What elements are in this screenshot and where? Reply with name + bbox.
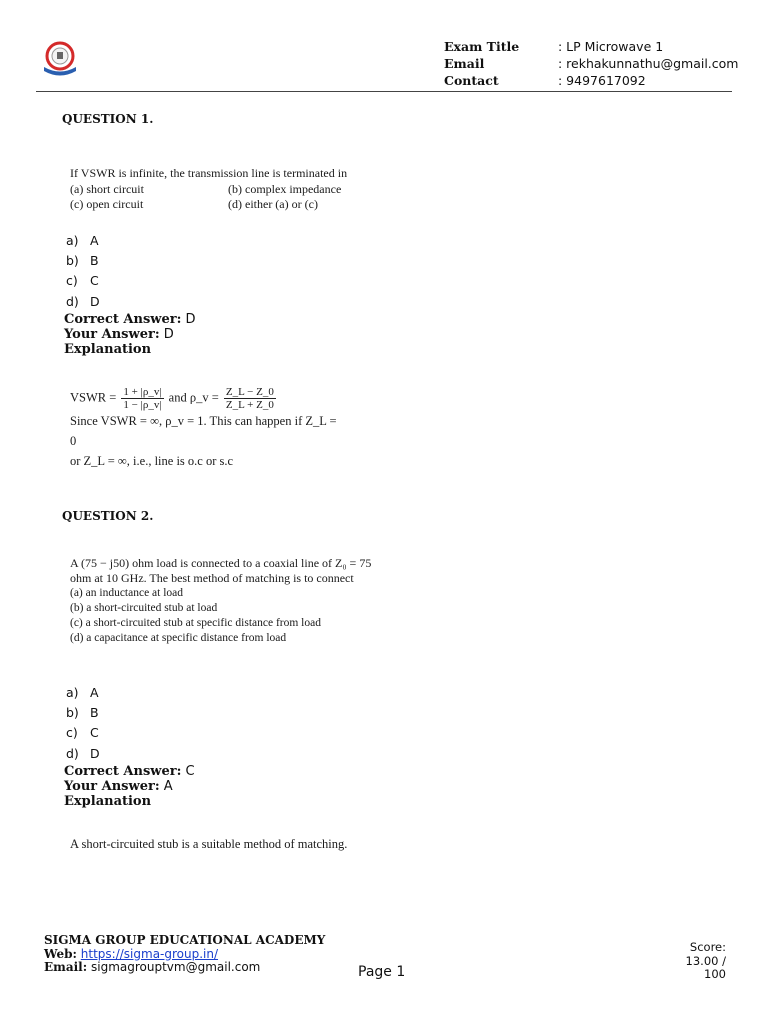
question-1-answers (64, 312, 196, 357)
footer-email-label: Email: (44, 960, 88, 974)
your-answer-label: Your Answer: (64, 779, 160, 794)
explanation-text: A short-circuited stub is a suitable method of matching. (70, 837, 348, 851)
option-label: D (90, 745, 100, 761)
correct-answer-label: Correct Answer: (64, 764, 182, 779)
option-label: A (90, 685, 99, 700)
score-box (686, 941, 726, 982)
correct-answer-label: Correct Answer: (64, 312, 182, 327)
option-letter: d) (66, 745, 79, 761)
question-1-choice-a: (a) short circuit (70, 181, 144, 196)
header-divider (36, 91, 732, 92)
exam-title-value: : LP Microwave 1 (558, 39, 664, 54)
question-2-choice-c: (c) a short-circuited stub at specific distance from load (70, 617, 321, 629)
option-label: C (90, 725, 99, 741)
option-row (66, 744, 100, 764)
explanation-label: Explanation (64, 342, 152, 357)
option-row (66, 723, 100, 743)
option-letter: c) (66, 273, 78, 289)
exam-title-label: Exam Title (444, 39, 520, 54)
your-answer (64, 779, 195, 794)
correct-answer (64, 764, 195, 779)
option-row (66, 292, 100, 312)
email-value: : rekhakunnathu@gmail.com (558, 56, 739, 71)
your-answer-value: D (163, 327, 174, 342)
rho-label: and ρ_v = (168, 390, 219, 405)
question-2-stem: A (75 − j50) ohm load is connected to a coaxial line of Z₀ = 75 ohm at 10 GHz. The best method of matching is to connect (70, 556, 372, 585)
footer-email-value: sigmagrouptvm@gmail.com (91, 960, 261, 974)
email-label: Email (444, 56, 485, 71)
explanation-label: Explanation (64, 794, 152, 809)
option-row (66, 703, 100, 723)
option-row (66, 683, 100, 703)
question-1-heading: QUESTION 1. (62, 112, 154, 126)
footer-web (44, 948, 325, 962)
option-letter: a) (66, 685, 79, 700)
correct-answer-value: C (185, 764, 195, 779)
question-2-choice-a: (a) an inductance at load (70, 587, 184, 599)
contact-label: Contact (444, 73, 499, 88)
option-row (66, 231, 100, 251)
exam-meta (444, 38, 738, 89)
question-2-choice-b: (b) a short-circuited stub at load (70, 602, 218, 614)
option-letter: b) (66, 253, 79, 269)
footer-email (44, 961, 325, 975)
option-letter: a) (66, 233, 79, 248)
question-2-image (70, 556, 380, 646)
vswr-fraction (121, 386, 163, 411)
your-answer-label: Your Answer: (64, 327, 160, 342)
explanation-formula (70, 386, 340, 411)
question-2-explanation-image (70, 836, 350, 852)
question-1-choices (70, 182, 370, 213)
question-1-choice-d: (d) either (a) or (c) (228, 197, 318, 211)
option-label: C (90, 273, 99, 289)
option-label: B (90, 705, 99, 721)
question-1-choice-c: (c) open circuit (70, 197, 144, 211)
question-2-heading: QUESTION 2. (62, 509, 154, 523)
explanation-line-3: or Z_L = ∞, i.e., line is o.c or s.c (70, 454, 234, 468)
score-value: 13.00 / (685, 953, 726, 968)
explanation-line-2: Since VSWR = ∞, ρ_v = 1. This can happen if Z_L = 0 (70, 414, 337, 448)
option-row (66, 271, 100, 291)
contact-row (444, 72, 738, 89)
question-1-options (66, 231, 100, 312)
academy-logo (38, 40, 82, 80)
your-answer (64, 327, 196, 342)
exam-title-row (444, 38, 738, 55)
vswr-numerator: 1 + |ρ_v| (123, 386, 162, 398)
contact-value: : 9497617092 (558, 73, 646, 88)
question-2-answers (64, 764, 195, 809)
website-link[interactable]: https://sigma-group.in/ (80, 946, 219, 961)
question-1-stem: If VSWR is infinite, the transmission line is terminated in (70, 166, 348, 180)
score-label: Score: (689, 940, 726, 954)
option-letter: c) (66, 725, 78, 741)
score-total: 100 (704, 967, 726, 981)
rho-denominator: Z_L + Z_0 (225, 399, 274, 411)
correct-answer (64, 312, 196, 327)
question-2-choice-d: (d) a capacitance at specific distance from load (70, 632, 287, 644)
option-label: A (90, 233, 99, 248)
option-label: D (90, 293, 100, 309)
question-1-explanation-image (70, 386, 340, 471)
question-2-options (66, 683, 100, 764)
email-row (444, 55, 738, 72)
org-name: SIGMA GROUP EDUCATIONAL ACADEMY (44, 933, 326, 947)
option-row (66, 251, 100, 271)
question-1-choice-b: (b) complex impedance (228, 181, 342, 196)
vswr-label: VSWR = (70, 390, 117, 405)
web-label: Web: (44, 946, 77, 961)
your-answer-value: A (163, 779, 173, 794)
correct-answer-value: D (185, 312, 196, 327)
vswr-denominator: 1 − |ρ_v| (123, 399, 162, 411)
option-label: B (90, 253, 99, 269)
option-letter: d) (66, 293, 79, 309)
question-1-image (70, 166, 370, 213)
rho-numerator: Z_L − Z_0 (225, 386, 274, 398)
page-number: Page 1 (358, 964, 406, 980)
footer-info (44, 934, 325, 975)
rho-fraction (224, 386, 276, 411)
option-letter: b) (66, 705, 79, 721)
